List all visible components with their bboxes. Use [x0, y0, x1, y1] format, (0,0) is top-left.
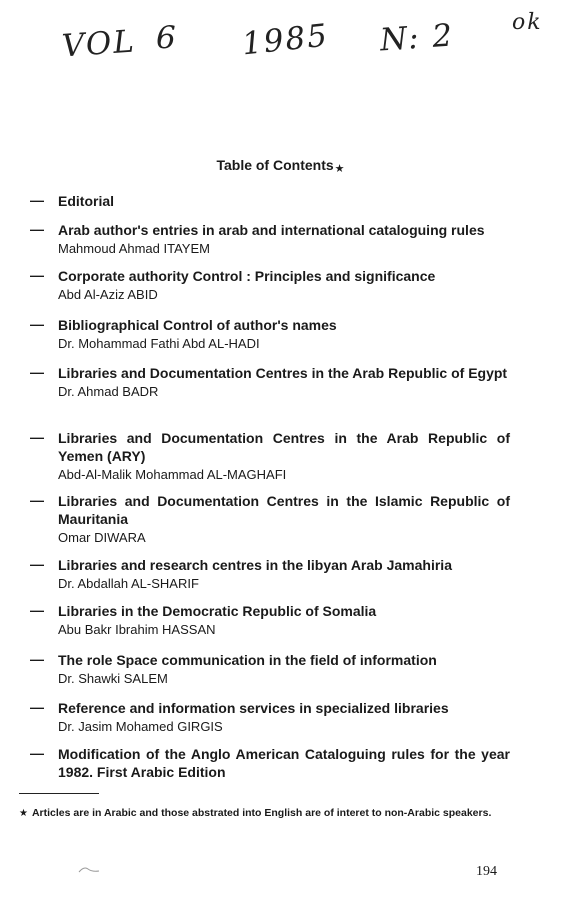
dash-bullet: — [30, 267, 44, 283]
handwritten-year: 1985 [240, 17, 331, 63]
entry-title: Libraries and Documentation Centres in the Arab Republic of Yemen (ARY) [58, 430, 510, 464]
dash-bullet: — [30, 651, 44, 667]
entry-title: Libraries and research centres in the libyan Arab Jamahiria [58, 557, 452, 573]
footnote [19, 804, 514, 823]
entry-author: Dr. Abdallah AL-SHARIF [58, 576, 199, 591]
handwritten-volume-number: 6 [156, 20, 178, 56]
entry-title: Libraries in the Democratic Republic of Somalia [58, 603, 377, 619]
handwritten-issue: N: 2 [378, 17, 456, 59]
footnote-star-icon: ★ [19, 808, 28, 819]
entry-author: Dr. Mohammad Fathi Abd AL-HADI [58, 336, 260, 351]
entry-author: Dr. Shawki SALEM [58, 671, 168, 686]
entry-author: Dr. Ahmad BADR [58, 384, 159, 399]
dash-bullet: — [30, 602, 44, 618]
dash-bullet: — [30, 745, 44, 761]
pencil-mark-icon [78, 865, 100, 875]
footnote-divider [19, 793, 99, 794]
handwritten-annotation [60, 10, 561, 78]
toc-title-text: Table of Contents [216, 157, 334, 173]
entry-title: Editorial [58, 193, 115, 209]
entry-author: Abd Al-Aziz ABID [58, 287, 158, 302]
entry-title: Reference and information services in specialized libraries [58, 700, 449, 716]
entry-author: Mahmoud Ahmad ITAYEM [58, 241, 210, 256]
entry-author: Omar DIWARA [58, 530, 146, 545]
entry-title: Modification of the Anglo American Cataloguing rules for the year 1982. First Arabic Edition [58, 746, 510, 780]
entry-title: Libraries and Documentation Centres in the Arab Republic of Egypt [58, 365, 508, 381]
footnote-text: Articles are in Arabic and those abstrated into English are of interet to non-Arabic speakers. [31, 807, 492, 819]
entry-title: Arab author's entries in arab and international cataloguing rules [58, 222, 485, 238]
entry-author: Dr. Jasim Mohamed GIRGIS [58, 719, 223, 734]
dash-bullet: — [30, 192, 44, 208]
dash-bullet: — [30, 492, 44, 508]
dash-bullet: — [30, 556, 44, 572]
entry-title: Corporate authority Control : Principles and significance [58, 268, 436, 284]
handwritten-ok: ok [512, 10, 543, 35]
dash-bullet: — [30, 364, 44, 380]
entry-title: The role Space communication in the field of information [58, 652, 437, 668]
page-title [0, 157, 561, 175]
dash-bullet: — [30, 316, 44, 332]
entry-title: Bibliographical Control of author's names [58, 317, 337, 333]
footnote-star-icon: ★ [334, 163, 345, 175]
handwritten-vol: VOL [60, 23, 138, 65]
entry-author: Abu Bakr Ibrahim HASSAN [58, 622, 216, 637]
dash-bullet: — [30, 429, 44, 445]
dash-bullet: — [30, 221, 44, 237]
dash-bullet: — [30, 699, 44, 715]
entry-title: Libraries and Documentation Centres in the Islamic Republic of Mauritania [58, 493, 510, 527]
entry-author: Abd-Al-Malik Mohammad AL-MAGHAFI [58, 467, 287, 482]
page-number: 194 [476, 864, 497, 879]
